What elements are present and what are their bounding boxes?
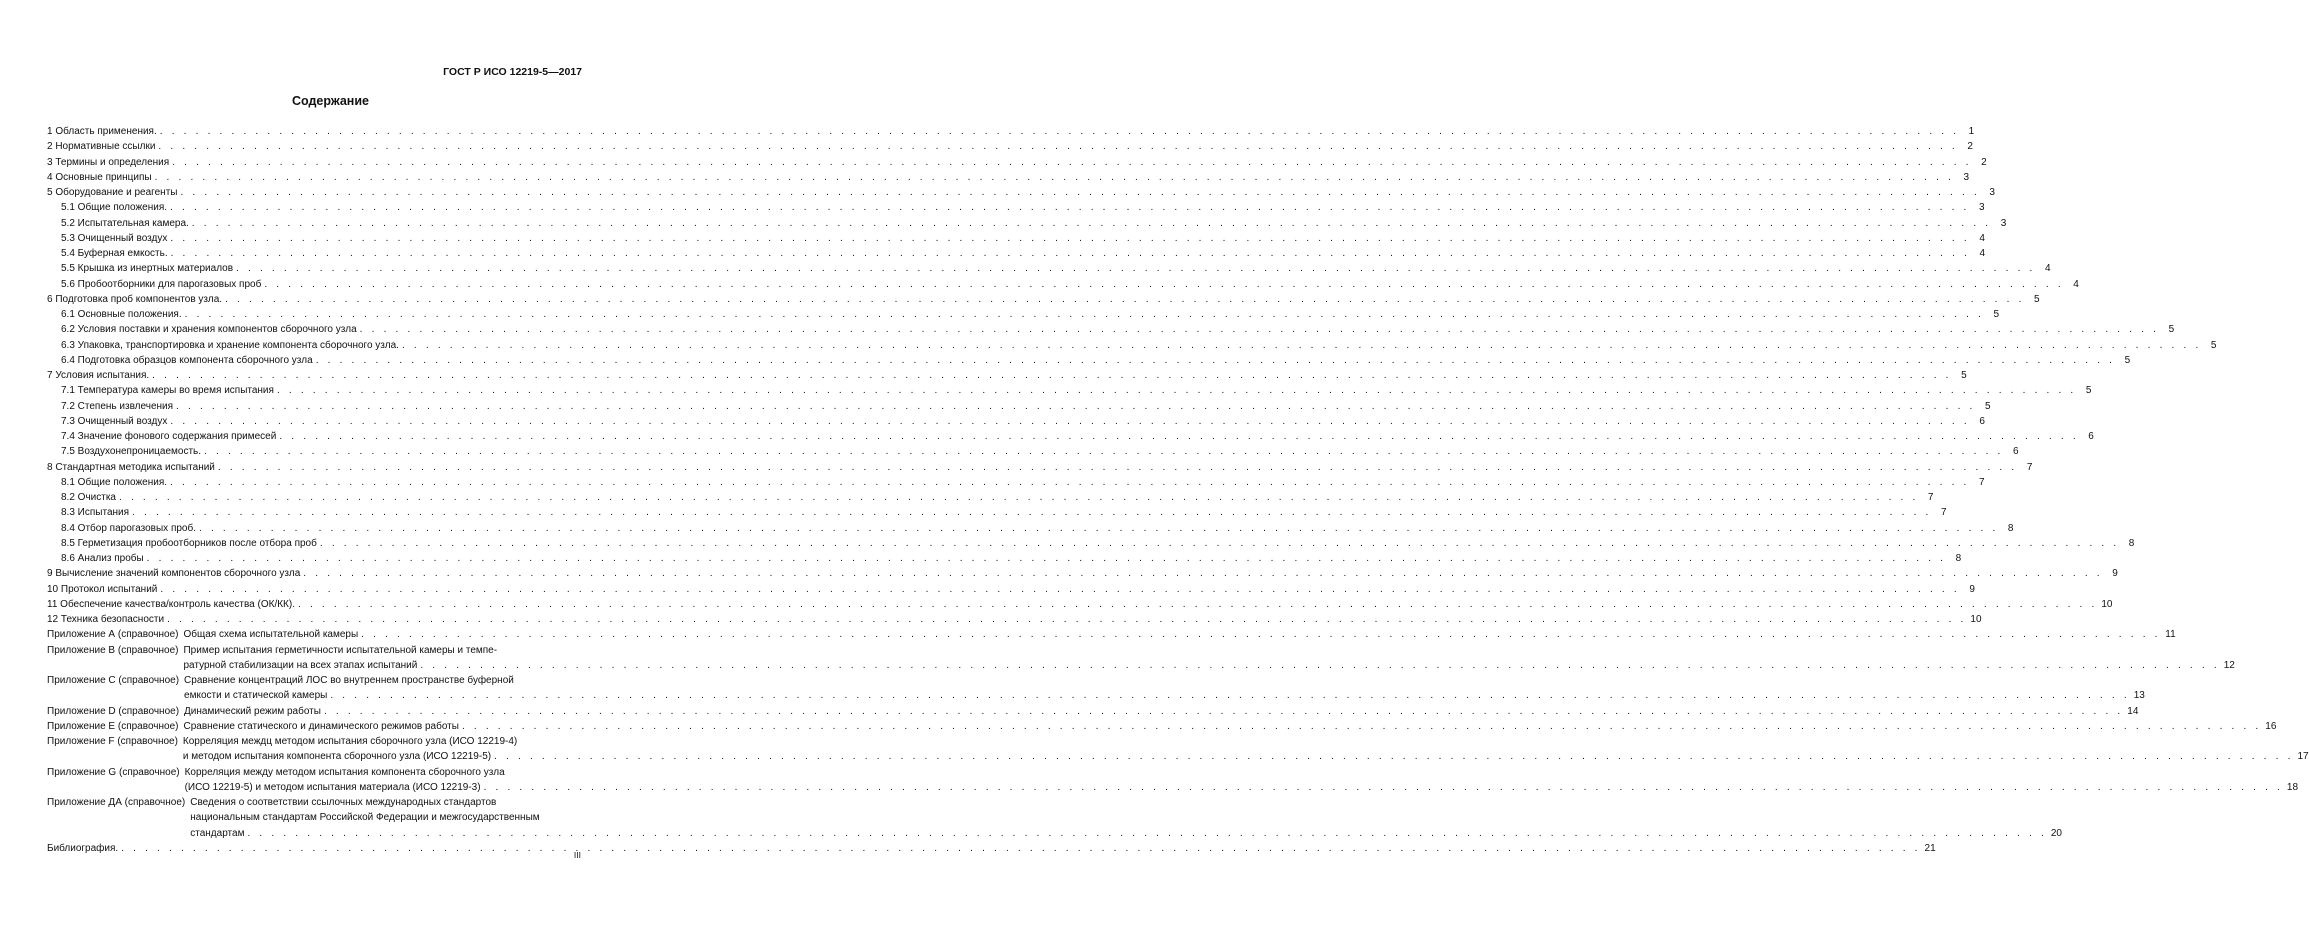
toc-entry-label: 6.3 Упаковка, транспортировка и хранение компонента сборочного узла.	[61, 339, 399, 351]
standard-designation: ГОСТ Р ИСО 12219-5—2017	[443, 66, 582, 78]
page-title: Содержание	[291, 94, 369, 108]
annex-title-line	[185, 780, 2298, 795]
toc-entry[interactable]	[47, 566, 2118, 581]
annex-title-line	[184, 688, 2145, 703]
dot-leader	[160, 124, 1959, 139]
toc-entry[interactable]	[47, 414, 1985, 429]
annex-label: Приложение С (справочное)	[47, 675, 180, 686]
toc-entry[interactable]	[47, 399, 1991, 414]
annex-title-line: Сравнение концентраций ЛОС во внутреннем пространстве буферной	[184, 675, 514, 686]
toc-entry-page: 3	[1963, 171, 1970, 183]
dot-leader	[316, 353, 2115, 368]
toc-entry-label: 7.3 Очищенный воздух	[61, 415, 168, 427]
annex-title-line: Пример испытания герметичности испытательной камеры и темпе-	[183, 644, 498, 656]
toc-entry[interactable]	[47, 551, 1962, 566]
annex-label: Приложение F (справочное)	[47, 736, 178, 747]
toc-entry-page: 6	[2088, 431, 2094, 442]
toc-entry[interactable]	[47, 322, 2175, 337]
dot-leader	[298, 597, 2097, 612]
toc-bibliography[interactable]	[47, 841, 1936, 856]
dot-leader	[167, 612, 1966, 627]
toc-entry-page: 5	[2034, 293, 2040, 305]
dot-leader	[132, 505, 1931, 520]
toc-entry-label: 5.2 Испытательная камера.	[61, 217, 189, 229]
dot-leader	[170, 200, 1969, 215]
toc-entry-label: 6 Подготовка проб компонентов узла.	[47, 293, 223, 305]
dot-leader	[121, 841, 1920, 856]
toc-entry-page: 9	[2112, 568, 2118, 580]
toc-entry-label: 3 Термины и определения	[47, 156, 170, 168]
toc-entry-label: 4 Основные принципы	[47, 171, 152, 183]
dot-leader	[279, 429, 2078, 444]
toc-sections	[47, 124, 2217, 627]
toc-entry-label: Библиография.	[47, 842, 119, 854]
toc-entry-label: 9 Вычисление значений компонентов сборочного узла	[47, 568, 301, 580]
dot-leader	[160, 582, 1959, 597]
toc-entry-label: 5.4 Буферная емкость.	[61, 248, 168, 259]
toc-entry-page: 2	[1981, 156, 1987, 168]
toc-entry-page: 4	[2073, 278, 2079, 290]
dot-leader	[360, 322, 2159, 337]
toc-entry-page: 21	[1924, 842, 1936, 854]
toc-entry-label: 8.4 Отбор парогазовых проб.	[61, 522, 196, 534]
annex-title-line: национальным стандартам Российской Федерации и межгосударственным	[190, 812, 540, 824]
dot-leader	[330, 688, 2129, 703]
toc-entry[interactable]	[47, 429, 2094, 444]
toc-entry-page: 5	[1984, 400, 1991, 412]
toc-entry[interactable]	[47, 383, 2092, 398]
toc-entry[interactable]	[47, 261, 2051, 276]
toc-annex-entry[interactable]	[47, 627, 2176, 642]
toc-entry-label: 8.5 Герметизация пробоотборников после отбора проб	[61, 537, 317, 549]
toc-entry-page: 8	[2128, 537, 2135, 549]
toc-entry[interactable]	[47, 185, 1995, 200]
toc-entry-page: 3	[2000, 217, 2007, 229]
toc-entry-label: 1 Область применения.	[47, 126, 157, 137]
toc-annex-entry[interactable]	[47, 719, 2277, 734]
toc-entry[interactable]	[47, 521, 2014, 536]
toc-annex-entry[interactable]	[47, 734, 2309, 765]
page-number: III	[573, 850, 581, 860]
toc-entry-label: 7 Условия испытания.	[47, 370, 150, 381]
dot-leader	[172, 155, 1971, 170]
toc-entry-page: 4	[1979, 248, 1986, 259]
annex-title-text: Общая схема испытательной камеры	[183, 629, 359, 641]
dot-leader	[185, 307, 1984, 322]
toc-entry-label: 8 Стандартная методика испытаний	[47, 461, 215, 473]
annex-title-text: стандартам	[190, 827, 245, 839]
dot-leader	[176, 399, 1975, 414]
toc-entry-label: 5.3 Очищенный воздух	[61, 232, 168, 244]
toc-entry-page: 4	[1979, 232, 1985, 244]
annex-title-line	[183, 627, 2175, 642]
toc-entry[interactable]	[47, 231, 1985, 246]
dot-leader	[264, 277, 2063, 292]
toc-entry-page: 8	[2007, 522, 2014, 534]
annex-title-text: ратурной стабилизации на всех этапах испытаний	[183, 659, 418, 671]
toc-entry-label: 2 Нормативные ссылки	[47, 141, 156, 153]
toc-annex-entry[interactable]	[47, 765, 2299, 796]
annex-title-line	[190, 826, 2062, 841]
dot-leader	[170, 231, 1969, 246]
toc-entry-page: 7	[1940, 507, 1947, 519]
annex-title-line	[183, 749, 2309, 764]
annex-title-text: (ИСО 12219-5) и методом испытания материала (ИСО 12219-3)	[184, 781, 481, 793]
dot-leader	[484, 780, 2283, 795]
annex-label: Приложение Е (справочное)	[47, 720, 179, 732]
toc-entry-page: 10	[1970, 614, 1982, 625]
toc-entry[interactable]	[47, 139, 1973, 154]
annex-title-text: и методом испытания компонента сборочного узла (ИСО 12219-5)	[182, 751, 492, 763]
toc-entry-label: 5 Оборудование и реагенты	[47, 187, 178, 198]
annex-title-line: Корреляция между методом испытания компонента сборочного узла	[184, 766, 505, 778]
toc-entry-page: 4	[2044, 263, 2051, 275]
toc-entry-page: 17	[2297, 751, 2309, 763]
dot-leader	[147, 551, 1946, 566]
toc-entry[interactable]	[47, 353, 2131, 368]
toc-entry[interactable]	[47, 292, 2040, 307]
toc-annex-entry[interactable]	[47, 673, 2145, 704]
toc-annex-entry[interactable]	[47, 704, 2139, 719]
toc-entry-label: 8.2 Очистка	[61, 492, 116, 503]
annex-title	[184, 673, 2145, 704]
toc-entry[interactable]	[47, 338, 2217, 353]
annex-title	[184, 704, 2138, 719]
toc-entry-label: 8.3 Испытания	[61, 507, 130, 519]
dot-leader	[158, 139, 1957, 154]
toc-entry-page: 5	[2085, 385, 2092, 397]
annex-title-text: емкости и статической камеры	[184, 690, 328, 702]
toc-entry-page: 7	[1927, 492, 1934, 503]
dot-leader	[303, 566, 2102, 581]
toc-entry[interactable]	[47, 216, 2007, 231]
toc-entry-page: 3	[1978, 202, 1985, 214]
toc-entry-page: 1	[1968, 126, 1975, 137]
toc-entry-page: 16	[2265, 720, 2277, 732]
annex-label: Приложение В (справочное)	[47, 644, 179, 656]
dot-leader	[324, 704, 2123, 719]
toc-entry-page: 7	[2026, 461, 2033, 473]
toc-entry[interactable]	[47, 277, 2079, 292]
dot-leader	[247, 826, 2046, 841]
toc-entry[interactable]	[47, 597, 2113, 612]
annex-label: Приложение А (справочное)	[47, 629, 179, 641]
toc-entry-label: 7.1 Температура камеры во время испытания	[61, 385, 274, 397]
annex-title	[185, 765, 2298, 796]
toc-entry[interactable]	[47, 612, 1982, 627]
toc-entry-page: 18	[2286, 781, 2299, 793]
annex-title	[183, 643, 2234, 674]
dot-leader	[199, 521, 1998, 536]
annex-title-line: Сведения о соответствии ссылочных международных стандартов	[190, 797, 497, 808]
dot-leader	[320, 536, 2119, 551]
toc-entry-page: 6	[2012, 446, 2019, 458]
toc-entry-label: 10 Протокол испытаний	[47, 583, 158, 595]
dot-leader	[171, 246, 1970, 261]
dot-leader	[462, 719, 2261, 734]
toc-annexes	[47, 627, 2309, 841]
toc-entry-page: 12	[2223, 659, 2235, 671]
table-of-contents	[47, 124, 2309, 856]
toc-entry-page: 7	[1978, 476, 1985, 488]
toc-entry[interactable]	[47, 124, 1975, 139]
toc-entry-label: 5.6 Пробоотборники для парогазовых проб	[61, 278, 262, 290]
dot-leader	[204, 444, 2003, 459]
toc-entry-page: 6	[1979, 415, 1985, 427]
dot-leader	[494, 749, 2293, 764]
toc-entry[interactable]	[47, 307, 2000, 322]
toc-entry[interactable]	[47, 444, 2019, 459]
dot-leader	[152, 368, 1951, 383]
toc-annex-entry[interactable]	[47, 795, 2062, 841]
toc-entry-page: 5	[2124, 354, 2131, 366]
toc-annex-entry[interactable]	[47, 643, 2235, 674]
toc-entry-label: 11 Обеспечение качества/контроль качества (ОК/КК).	[47, 598, 295, 610]
dot-leader	[170, 414, 1969, 429]
annex-title-text: Динамический режим работы	[184, 705, 321, 717]
toc-entry-page: 5	[2168, 324, 2175, 336]
toc-entry[interactable]	[47, 368, 1967, 383]
dot-leader	[361, 627, 2160, 642]
dot-leader	[180, 185, 1979, 200]
annex-title-line	[183, 719, 2276, 734]
toc-entry-page: 2	[1967, 141, 1973, 153]
toc-entry[interactable]	[47, 200, 1985, 215]
toc-entry[interactable]	[47, 490, 1934, 505]
dot-leader	[277, 383, 2076, 398]
toc-entry[interactable]	[47, 246, 1986, 261]
annex-title-line: Корреляция междц методом испытания сборочного узла (ИСО 12219-4)	[182, 736, 518, 747]
toc-entry[interactable]	[47, 475, 1985, 490]
toc-entry-label: 5.1 Общие положения.	[61, 202, 168, 214]
toc-entry-page: 5	[1993, 309, 2000, 320]
toc-entry[interactable]	[47, 155, 1987, 170]
annex-title-text: Сравнение статического и динамического режимов работы	[183, 720, 459, 732]
annex-label: Приложение D (справочное)	[47, 705, 180, 717]
annex-title	[183, 734, 2309, 765]
toc-entry-label: 7.2 Степень извлечения	[61, 400, 174, 412]
toc-entry[interactable]	[47, 536, 2135, 551]
dot-leader	[155, 170, 1954, 185]
toc-entry[interactable]	[47, 505, 1947, 520]
toc-entry-label: 8.6 Анализ пробы	[61, 553, 144, 564]
toc-entry-label: 7.4 Значение фонового содержания примесей	[61, 431, 277, 442]
annex-title	[183, 627, 2175, 642]
annex-title	[190, 795, 2062, 841]
toc-entry-label: 12 Техника безопасности	[47, 614, 165, 625]
dot-leader	[119, 490, 1918, 505]
toc-entry-page: 10	[2101, 598, 2113, 610]
toc-entry-label: 5.5 Крышка из инертных материалов	[61, 263, 234, 275]
toc-entry-label: 6.1 Основные положения.	[61, 309, 182, 320]
dot-leader	[236, 261, 2035, 276]
toc-entry-page: 8	[1955, 553, 1962, 564]
toc-entry-page: 14	[2127, 705, 2139, 717]
toc-entry-label: 6.2 Условия поставки и хранения компонентов сборочного узла	[61, 324, 357, 336]
toc-entry[interactable]	[47, 170, 1970, 185]
dot-leader	[192, 216, 1991, 231]
dot-leader	[225, 292, 2024, 307]
toc-entry[interactable]	[47, 582, 1975, 597]
annex-title-line	[184, 704, 2138, 719]
dot-leader	[170, 475, 1969, 490]
toc-entry-label: 6.4 Подготовка образцов компонента сборочного узла	[61, 354, 313, 366]
toc-entry-label: 8.1 Общие положения.	[61, 476, 168, 488]
toc-entry-page: 5	[1961, 370, 1967, 381]
toc-entry-page: 9	[1969, 583, 1975, 595]
annex-label: Приложение ДА (справочное)	[47, 797, 186, 808]
toc-entry-label: 7.5 Воздухонепроницаемость.	[61, 446, 202, 458]
toc-entry-page: 13	[2133, 690, 2145, 702]
annex-title	[183, 719, 2276, 734]
toc-entry-page: 3	[1989, 187, 1995, 198]
toc-entry[interactable]	[47, 460, 2033, 475]
dot-leader	[402, 338, 2201, 353]
toc-entry-page: 11	[2165, 629, 2176, 641]
toc-entry-page: 20	[2050, 827, 2062, 839]
dot-leader	[218, 460, 2017, 475]
annex-title-line	[183, 658, 2234, 673]
toc-entry-page: 5	[2210, 339, 2217, 351]
dot-leader	[420, 658, 2219, 673]
annex-label: Приложение G (справочное)	[47, 766, 180, 778]
